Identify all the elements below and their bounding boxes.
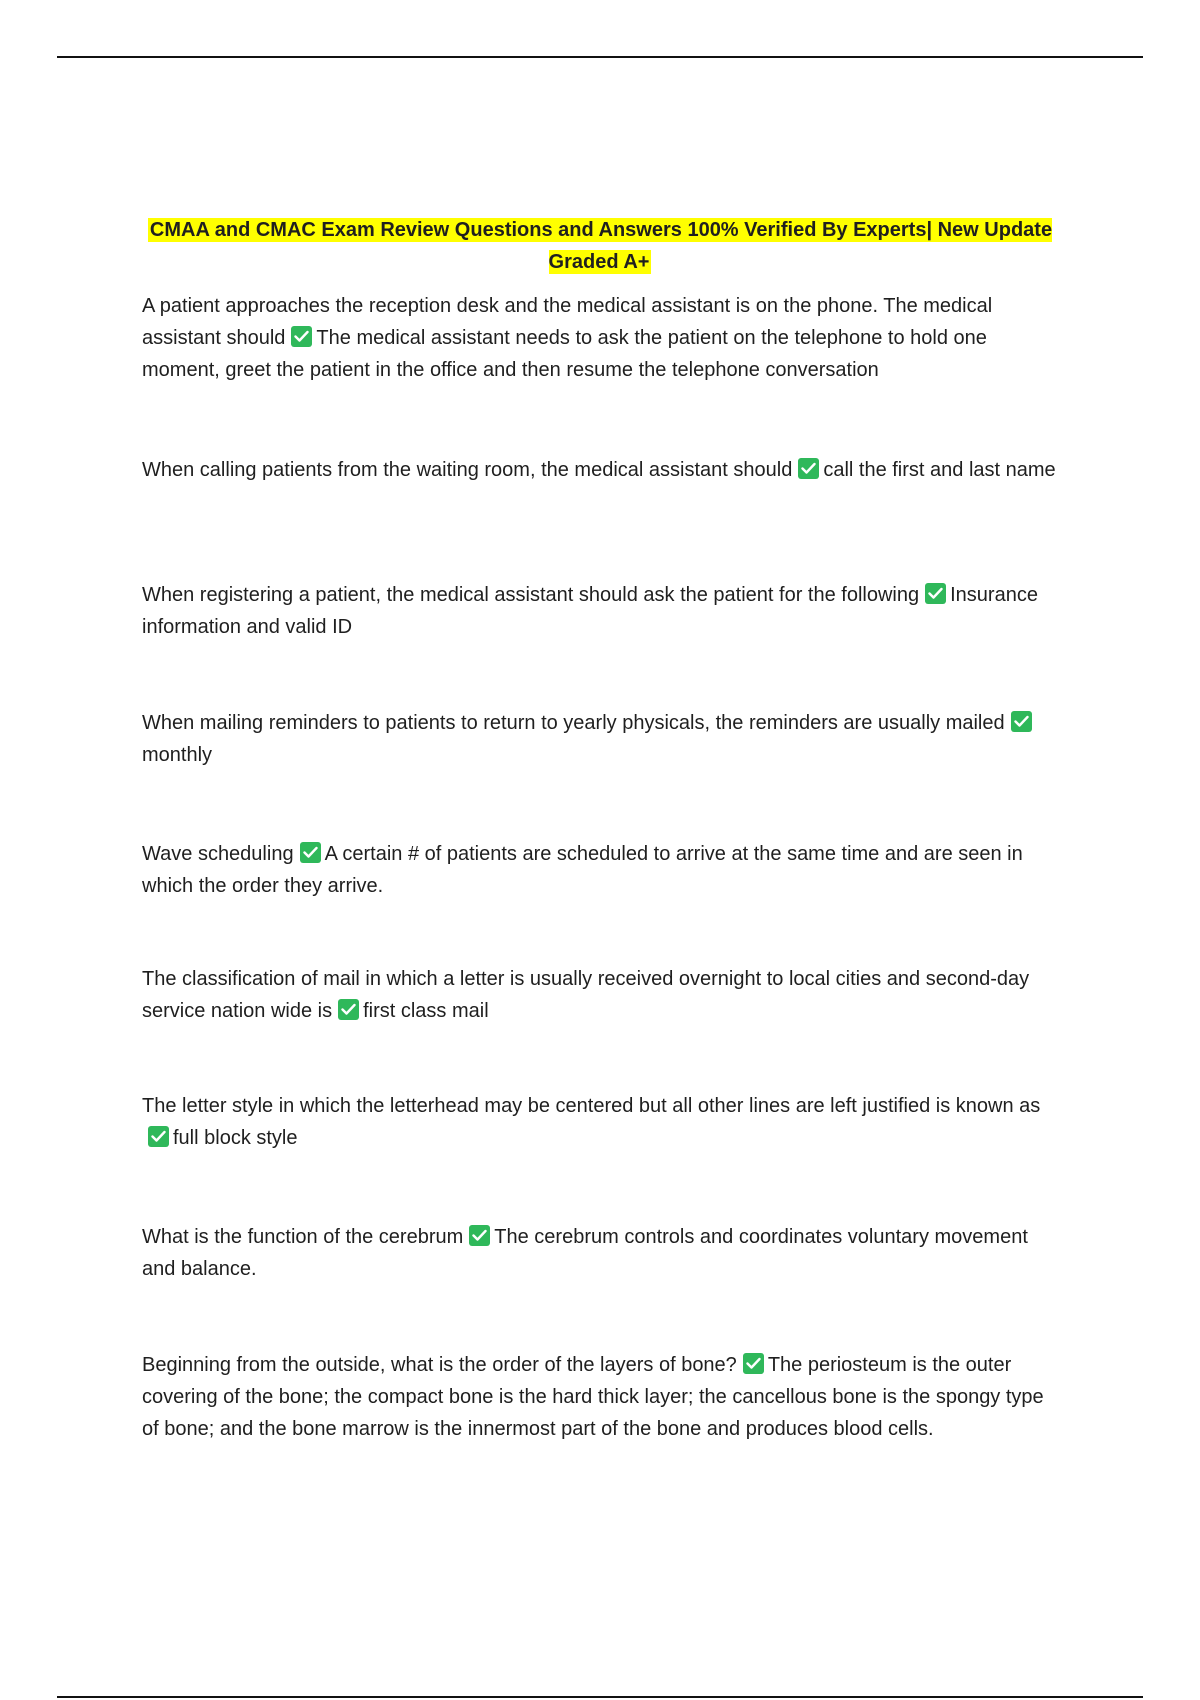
document-title: CMAA and CMAC Exam Review Questions and Answers 100% Verified By Experts| New Update Graded A+ [149,219,1053,273]
qa-item-4 [142,707,1062,771]
qa-item-2 [142,454,1062,486]
bottom-rule [57,1696,1143,1698]
question-text: What is the function of the cerebrum [142,1226,464,1248]
check-mark-icon [338,999,359,1020]
question-text: The letter style in which the letterhead may be centered but all other lines are left justified is known as [142,1095,1041,1117]
answer-text: A certain # of patients are scheduled to arrive at the same time and are seen in which the order they arrive. [142,843,1023,897]
question-text: The classification of mail in which a letter is usually received overnight to local cities and second-day service nation wide is [142,968,1030,1022]
qa-item-5 [142,838,1062,902]
answer-text: full block style [173,1127,298,1149]
check-mark-icon [291,326,312,347]
question-text: When registering a patient, the medical assistant should ask the patient for the following [142,584,920,606]
question-text: Wave scheduling [142,843,294,865]
qa-item-1 [142,290,1062,386]
qa-item-8 [142,1221,1062,1285]
answer-text: call the first and last name [823,459,1056,481]
question-text: When calling patients from the waiting room, the medical assistant should [142,459,793,481]
top-rule [57,56,1143,58]
answer-text: The periosteum is the outer covering of the bone; the compact bone is the hard thick layer; the cancellous bone is the spongy type of bone; and the bone marrow is the innermost part of the bone and produces blood cells. [142,1354,1044,1440]
qa-item-6 [142,963,1062,1027]
question-text: A patient approaches the reception desk and the medical assistant is on the phone. The medical assistant should [142,295,993,349]
answer-text: Insurance information and valid ID [142,584,1038,638]
answer-text: The medical assistant needs to ask the patient on the telephone to hold one moment, greet the patient in the office and then resume the telephone conversation [142,327,987,381]
check-mark-icon [925,583,946,604]
check-mark-icon [469,1225,490,1246]
question-text: Beginning from the outside, what is the order of the layers of bone? [142,1354,737,1376]
qa-item-9 [142,1349,1062,1445]
qa-item-3 [142,579,1062,643]
check-mark-icon [148,1126,169,1147]
qa-item-7 [142,1090,1062,1154]
answer-text: The cerebrum controls and coordinates voluntary movement and balance. [142,1226,1028,1280]
check-mark-icon [743,1353,764,1374]
check-mark-icon [300,842,321,863]
check-mark-icon [798,458,819,479]
check-mark-icon [1011,711,1032,732]
answer-text: monthly [142,744,213,766]
question-text: When mailing reminders to patients to return to yearly physicals, the reminders are usually mailed [142,712,1005,734]
answer-text: first class mail [363,1000,489,1022]
